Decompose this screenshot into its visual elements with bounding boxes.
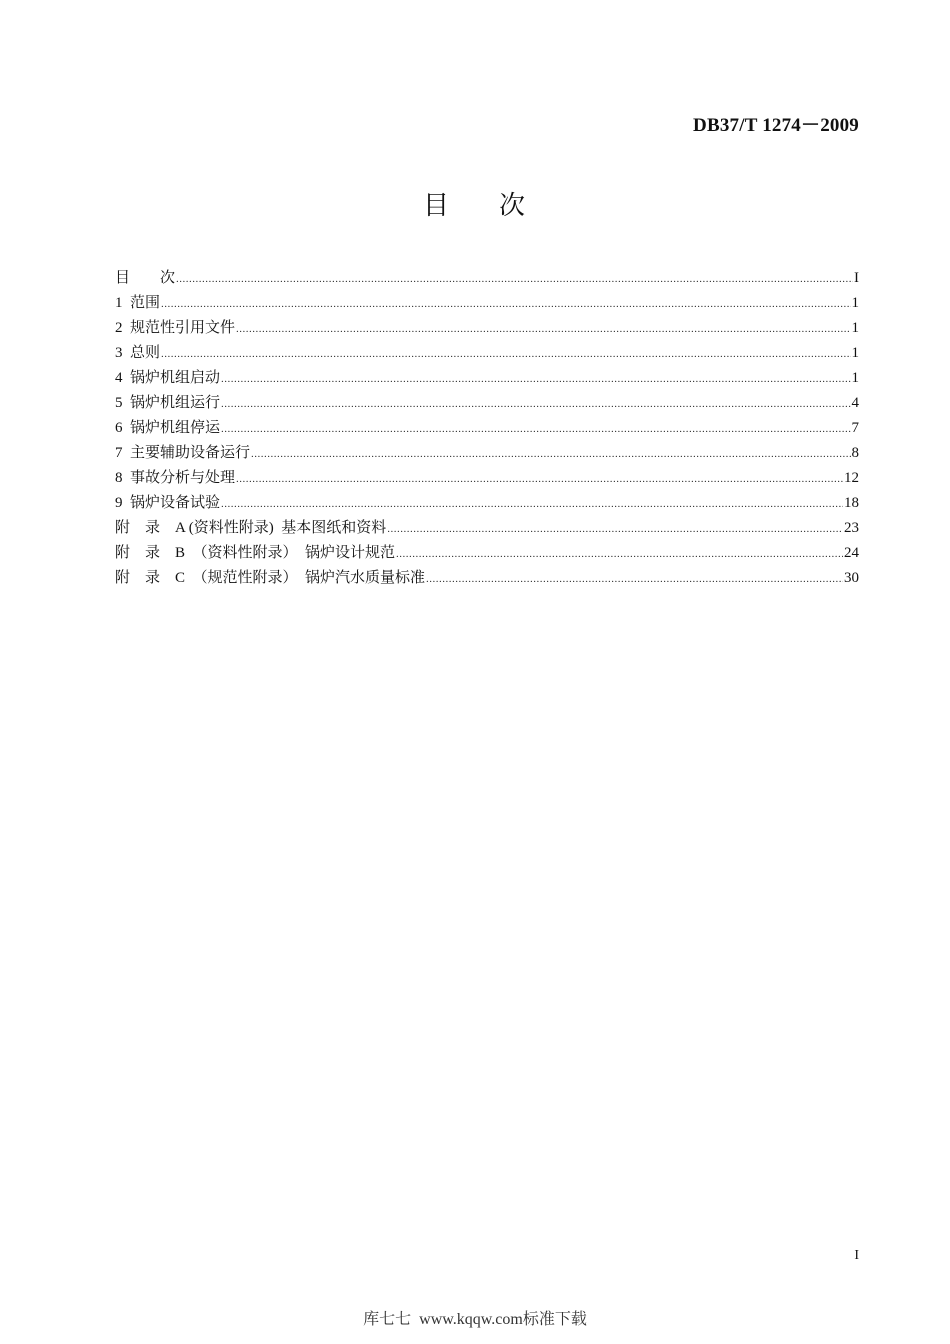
toc-entry-general[interactable] <box>115 341 859 366</box>
toc-entry-label: 8 事故分析与处理 <box>115 470 236 486</box>
toc-entry-page: 7 <box>851 420 859 436</box>
toc-entry-equipment-testing[interactable] <box>115 491 859 516</box>
toc-leader-dots <box>221 491 843 517</box>
toc-entry-label: 3 总则 <box>115 345 161 361</box>
toc-entry-label: 7 主要辅助设备运行 <box>115 445 251 461</box>
toc-entry-startup[interactable] <box>115 366 859 391</box>
toc-entry-operation[interactable] <box>115 391 859 416</box>
toc-entry-shutdown[interactable] <box>115 416 859 441</box>
toc-entry-accident-analysis[interactable] <box>115 466 859 491</box>
page-title <box>0 185 950 222</box>
footer-watermark: 库七七 www.kqqw.com标准下载 <box>363 1311 587 1328</box>
toc-leader-dots <box>161 291 850 317</box>
toc-entry-scope[interactable] <box>115 291 859 316</box>
toc-leader-dots <box>387 516 843 542</box>
toc-entry-page: 24 <box>844 545 859 561</box>
toc-entry-page: 8 <box>851 445 859 461</box>
toc-entry-appendix-c[interactable] <box>115 566 859 591</box>
toc-leader-dots <box>251 441 850 467</box>
toc-entry-label: 1 范围 <box>115 295 161 311</box>
toc-entry-appendix-a[interactable] <box>115 516 859 541</box>
toc-entry-page: 30 <box>844 570 859 586</box>
toc-entry-page: 1 <box>851 345 859 361</box>
toc-entry-page: 1 <box>851 370 859 386</box>
toc-entry-page: I <box>854 270 859 286</box>
toc-entry-page: 23 <box>844 520 859 536</box>
table-of-contents <box>115 266 859 591</box>
toc-leader-dots <box>396 541 843 567</box>
toc-entry-page: 4 <box>851 395 859 411</box>
toc-entry-label: 附 录 C （规范性附录） 锅炉汽水质量标准 <box>115 570 426 586</box>
toc-leader-dots <box>176 266 853 292</box>
toc-leader-dots <box>221 391 850 417</box>
toc-entry-page: 18 <box>844 495 859 511</box>
toc-entry-normative-references[interactable] <box>115 316 859 341</box>
toc-leader-dots <box>221 416 850 442</box>
toc-leader-dots <box>221 366 850 392</box>
toc-entry-label: 2 规范性引用文件 <box>115 320 236 336</box>
toc-leader-dots <box>161 341 850 367</box>
toc-entry-label: 目 次 <box>115 270 176 286</box>
toc-entry-label: 5 锅炉机组运行 <box>115 395 221 411</box>
toc-entry-appendix-b[interactable] <box>115 541 859 566</box>
page-title-part1: 目 <box>422 191 451 221</box>
toc-leader-dots <box>236 316 850 342</box>
toc-entry-label: 附 录 A (资料性附录) 基本图纸和资料 <box>115 520 387 536</box>
toc-entry-label: 附 录 B （资料性附录） 锅炉设计规范 <box>115 545 396 561</box>
toc-leader-dots <box>236 466 843 492</box>
toc-entry-page: 12 <box>844 470 859 486</box>
page-title-part2: 次 <box>499 191 528 221</box>
toc-leader-dots <box>426 566 843 592</box>
toc-entry-contents[interactable] <box>115 266 859 291</box>
toc-entry-label: 4 锅炉机组启动 <box>115 370 221 386</box>
standard-code: DB37/T 1274－2009 <box>693 115 859 136</box>
toc-entry-auxiliary-equipment[interactable] <box>115 441 859 466</box>
toc-entry-page: 1 <box>851 295 859 311</box>
toc-entry-label: 6 锅炉机组停运 <box>115 420 221 436</box>
toc-entry-label: 9 锅炉设备试验 <box>115 495 221 511</box>
page-number: I <box>854 1248 859 1263</box>
toc-entry-page: 1 <box>851 320 859 336</box>
